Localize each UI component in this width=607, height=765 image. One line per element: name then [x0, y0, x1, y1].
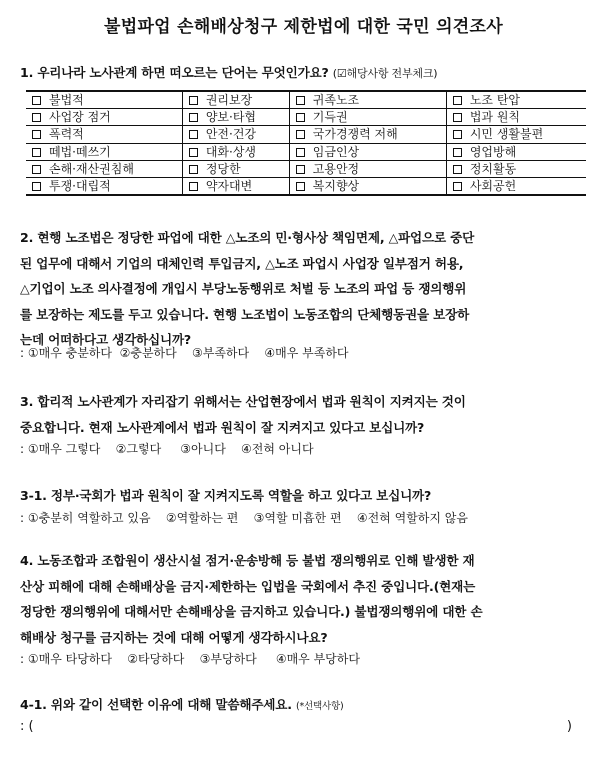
keyword-label: 영업방해 [469, 144, 517, 159]
checkbox-icon[interactable] [189, 130, 198, 139]
question-4-line: 정당한 쟁의행위에 대해서만 손해배상을 금지하고 있습니다.) 불법쟁의행위에 대한 손 [20, 604, 483, 619]
keyword-option[interactable] [446, 126, 586, 143]
keyword-option[interactable] [446, 109, 586, 126]
keyword-option[interactable] [289, 91, 446, 109]
checkbox-icon[interactable] [453, 148, 462, 157]
question-3-line: 3. 합리적 노사관계가 자리잡기 위해서는 산업현장에서 법과 원칙이 지켜지는 것이 [20, 394, 466, 409]
keyword-row [26, 126, 586, 143]
keyword-label: 정치활동 [469, 161, 517, 176]
checkbox-icon[interactable] [296, 130, 305, 139]
keyword-label: 귀족노조 [312, 93, 360, 108]
keyword-label: 사업장 점거 [49, 110, 111, 125]
question-4-line: 산상 피해에 대해 손해배상을 금지·제한하는 입법을 국회에서 추진 중입니다.(현재는 [20, 578, 476, 594]
keyword-label: 양보·타협 [205, 110, 257, 125]
keyword-option[interactable] [26, 177, 182, 195]
keyword-option[interactable] [26, 126, 182, 143]
question-2-line: 2. 현행 노조법은 정당한 파업에 대한 △노조의 민·형사상 책임면제, △파업으로 중단 [20, 230, 475, 245]
keyword-label: 권리보장 [205, 93, 253, 108]
keyword-row [26, 109, 586, 126]
keyword-option[interactable] [289, 160, 446, 177]
keyword-option[interactable] [289, 143, 446, 160]
keyword-label: 국가경쟁력 저해 [312, 127, 398, 142]
checkbox-icon[interactable] [453, 182, 462, 191]
checkbox-icon[interactable] [296, 182, 305, 191]
checkbox-icon[interactable] [296, 165, 305, 174]
keyword-row [26, 177, 586, 195]
keyword-option[interactable] [289, 126, 446, 143]
keyword-option[interactable] [182, 109, 289, 126]
keyword-option[interactable] [289, 109, 446, 126]
keyword-label: 법과 원칙 [469, 110, 521, 125]
keyword-label: 약자대변 [205, 179, 253, 194]
keyword-option[interactable] [446, 91, 586, 109]
keyword-label: 폭력적 [49, 127, 84, 142]
checkbox-icon[interactable] [189, 113, 198, 122]
keyword-option[interactable] [182, 91, 289, 109]
checkbox-icon[interactable] [32, 113, 41, 122]
keyword-option[interactable] [289, 177, 446, 195]
question-4-line: 해배상 청구를 금지하는 것에 대해 어떻게 생각하시나요? [20, 629, 328, 645]
keyword-row [26, 91, 586, 109]
question-3-1-line: 3-1. 정부·국회가 법과 원칙이 잘 지켜지도록 역할을 하고 있다고 보십니까? [20, 488, 432, 503]
question-4-1-text: 4-1. 위와 같이 선택한 이유에 대해 말씀해주세요. [20, 697, 292, 712]
checkbox-icon[interactable] [453, 96, 462, 105]
question-3-options[interactable]: : ①매우 그렇다 ②그렇다 ③아니다 ④전혀 아니다 [20, 442, 314, 456]
keyword-row [26, 143, 586, 160]
question-1-text: 1. 우리나라 노사관계 하면 떠오르는 단어는 무엇인가요? [20, 65, 329, 80]
keyword-label: 대화·상생 [205, 144, 257, 159]
keyword-label: 손해·재산권침해 [49, 161, 134, 176]
checkbox-icon[interactable] [32, 130, 41, 139]
question-4-line: 4. 노동조합과 조합원이 생산시설 점거·운송방해 등 불법 쟁의행위로 인해 발생한 재 [20, 553, 475, 568]
keyword-option[interactable] [26, 160, 182, 177]
answer-open-paren: : ( [20, 719, 34, 734]
checkbox-icon[interactable] [296, 113, 305, 122]
checkbox-icon[interactable] [32, 165, 41, 174]
keyword-label: 노조 탄압 [469, 93, 521, 108]
question-3-line: 중요합니다. 현재 노사관계에서 법과 원칙이 잘 지켜지고 있다고 보십니까? [20, 419, 425, 435]
keyword-label: 시민 생활불편 [469, 127, 544, 142]
checkbox-icon[interactable] [453, 113, 462, 122]
question-4-1-answer-field[interactable] [20, 719, 572, 734]
keyword-label: 떼법·떼쓰기 [49, 144, 111, 159]
checkbox-icon[interactable] [296, 96, 305, 105]
checkbox-icon[interactable] [189, 182, 198, 191]
question-4-1-note: (*선택사항) [296, 701, 344, 712]
survey-title: 불법파업 손해배상청구 제한법에 대한 국민 의견조사 [104, 17, 503, 37]
keyword-label: 임금인상 [312, 144, 360, 159]
question-4 [20, 548, 592, 650]
keyword-row [26, 160, 586, 177]
question-2-line: 된 업무에 대해서 기업의 대체인력 투입금지, △노조 파업시 사업장 일부점거 허용, [20, 255, 464, 271]
checkbox-icon[interactable] [189, 165, 198, 174]
checkbox-icon[interactable] [189, 96, 198, 105]
keyword-option[interactable] [26, 91, 182, 109]
checkbox-icon[interactable] [296, 148, 305, 157]
keyword-label: 사회공헌 [469, 179, 517, 194]
question-2 [20, 225, 592, 353]
checkbox-icon[interactable] [32, 148, 41, 157]
answer-close-paren: ) [566, 719, 572, 734]
checkbox-icon[interactable] [453, 165, 462, 174]
keyword-option[interactable] [446, 177, 586, 195]
question-2-line: △기업이 노조 의사결정에 개입시 부당노동행위로 처벌 등 노조의 파업 등 쟁의행위 [20, 281, 467, 296]
keyword-option[interactable] [446, 160, 586, 177]
keyword-option[interactable] [182, 177, 289, 195]
question-3-1 [20, 483, 592, 509]
question-3-1-options[interactable]: : ①충분히 역할하고 있음 ②역할하는 편 ③역할 미흡한 편 ④전혀 역할하지 않음 [20, 511, 468, 525]
keyword-option[interactable] [182, 126, 289, 143]
keyword-option[interactable] [26, 143, 182, 160]
question-4-options[interactable]: : ①매우 타당하다 ②타당하다 ③부당하다 ④매우 부당하다 [20, 652, 360, 666]
keyword-label: 정당한 [205, 161, 241, 176]
keyword-label: 불법적 [49, 93, 84, 108]
keyword-label: 복지향상 [312, 179, 360, 194]
keyword-checkbox-grid [26, 90, 586, 196]
question-2-options[interactable]: : ①매우 충분하다 ②충분하다 ③부족하다 ④매우 부족하다 [20, 346, 349, 360]
keyword-label: 고용안정 [312, 161, 360, 176]
question-1-note: (☑해당사항 전부체크) [332, 67, 438, 80]
question-1 [20, 60, 592, 87]
checkbox-icon[interactable] [32, 182, 41, 191]
keyword-option[interactable] [26, 109, 182, 126]
keyword-label: 안전·건강 [205, 127, 257, 142]
question-3 [20, 389, 592, 440]
keyword-option[interactable] [182, 143, 289, 160]
checkbox-icon[interactable] [32, 96, 41, 105]
question-2-line: 를 보장하는 제도를 두고 있습니다. 현행 노조법이 노동조합의 단체행동권을 보장하 [20, 306, 470, 322]
question-4-1 [20, 692, 592, 720]
keyword-option[interactable] [182, 160, 289, 177]
keyword-label: 투쟁·대립적 [49, 179, 111, 194]
question-2-line: 는데 어떠하다고 생각하십니까? [20, 332, 192, 347]
keyword-label: 기득권 [312, 110, 348, 125]
checkbox-icon[interactable] [189, 148, 198, 157]
checkbox-icon[interactable] [453, 130, 462, 139]
keyword-option[interactable] [446, 143, 586, 160]
